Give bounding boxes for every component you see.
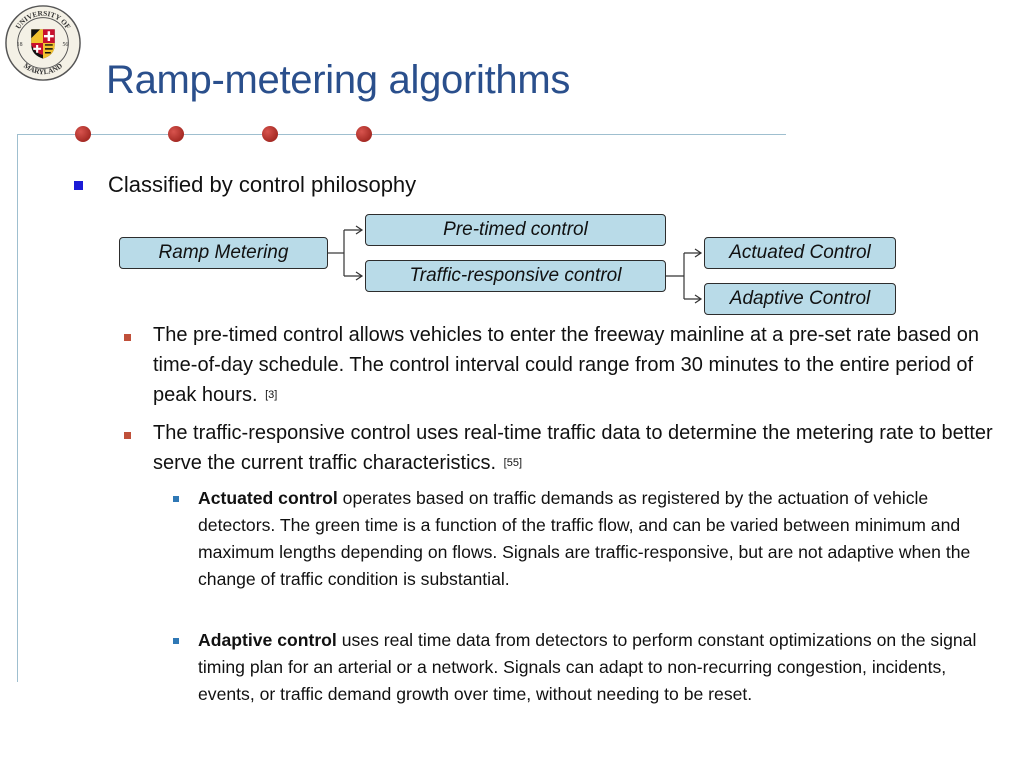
paragraph-text: The pre-timed control allows vehicles to enter the freeway mainline at a pre-set rate based on time-of-day schedule. The control interval could range from 30 minutes to the entire period of peak hours.	[153, 324, 979, 406]
bullet-text: Classified by control philosophy	[108, 172, 417, 197]
pretimed-description	[153, 320, 998, 410]
decorative-dot	[75, 126, 91, 142]
adaptive-control-node: Adaptive Control	[704, 283, 896, 315]
svg-text:UNIVERSITY OF: UNIVERSITY OF	[13, 8, 73, 31]
left-margin-rule	[17, 134, 18, 682]
decorative-dot	[262, 126, 278, 142]
actuated-control-node: Actuated Control	[704, 237, 896, 269]
university-seal-logo	[4, 4, 82, 82]
svg-text:MARYLAND: MARYLAND	[22, 61, 64, 77]
adaptive-description	[198, 627, 998, 708]
term: Actuated control	[198, 488, 338, 508]
bullet-square-icon	[173, 638, 179, 644]
bullet-square-icon	[124, 334, 131, 341]
bullet-square-icon	[124, 432, 131, 439]
responsive-description	[153, 418, 998, 478]
bullet-square-icon	[173, 496, 179, 502]
decorative-dot	[168, 126, 184, 142]
page-title: Ramp-metering algorithms	[106, 58, 571, 102]
bullet-square-icon	[74, 181, 83, 190]
paragraph-text: uses real time data from detectors to perform constant optimizations on the signal timing plan for an arterial or a network. Signals can adapt to non-recurring congestion, incidents, events, or traffic demand growth over time, without needing to be reset.	[198, 630, 977, 704]
decorative-dot	[356, 126, 372, 142]
actuated-description	[198, 485, 998, 593]
paragraph-text: The traffic-responsive control uses real-time traffic data to determine the metering rate to better serve the current traffic characteristics.	[153, 422, 993, 474]
paragraph-text: operates based on traffic demands as registered by the actuation of vehicle detectors. The green time is a function of the traffic flow, and can be varied between minimum and maximum lengths depending on flows. Signals are traffic-responsive, but are not adaptive when the change of traffic condition is substantial.	[198, 488, 971, 589]
svg-text:56: 56	[62, 41, 69, 48]
term: Adaptive control	[198, 630, 337, 650]
citation: [55]	[503, 457, 523, 469]
ramp-metering-node: Ramp Metering	[119, 237, 328, 269]
pretimed-control-node: Pre-timed control	[365, 214, 666, 246]
traffic-responsive-node: Traffic-responsive control	[365, 260, 666, 292]
title-divider	[18, 134, 786, 135]
svg-text:18: 18	[16, 41, 23, 48]
citation: [3]	[265, 389, 278, 401]
